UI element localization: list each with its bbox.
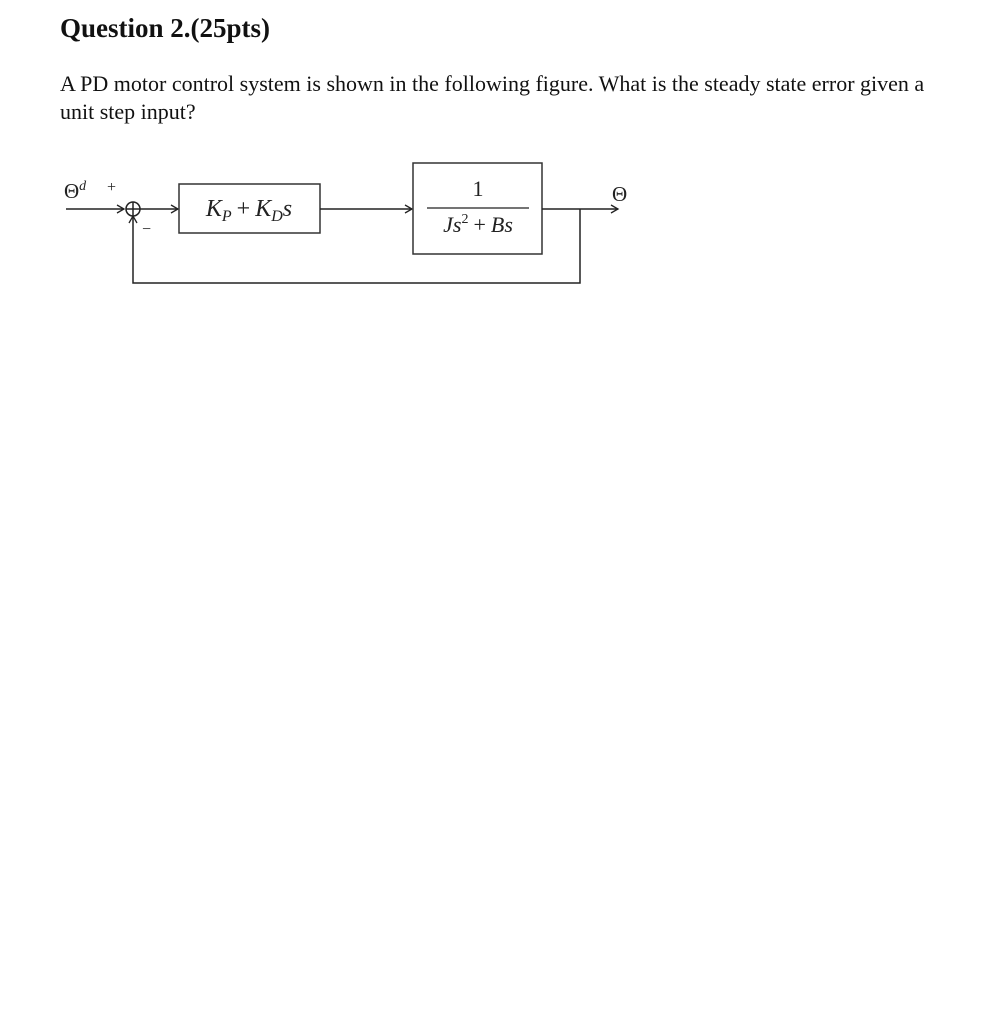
plus-sign: + bbox=[107, 179, 117, 196]
minus-sign: − bbox=[142, 221, 152, 238]
question-title: Question 2.(25pts) bbox=[60, 13, 271, 43]
summing-junction bbox=[126, 202, 140, 216]
question-text: A PD motor control system is shown in the following figure. What is the steady state error given a unit step input? bbox=[60, 71, 925, 124]
controller-expression: $K_P + K_Ds$ bbox=[205, 196, 293, 225]
plant-numerator: 1 bbox=[472, 176, 484, 201]
plant-denominator: $Js^2 + Bs$ bbox=[443, 212, 513, 237]
block-diagram bbox=[0, 150, 700, 300]
input-signal-label: $\Theta^d$ bbox=[64, 179, 87, 203]
output-signal-label: Θ bbox=[612, 182, 628, 206]
